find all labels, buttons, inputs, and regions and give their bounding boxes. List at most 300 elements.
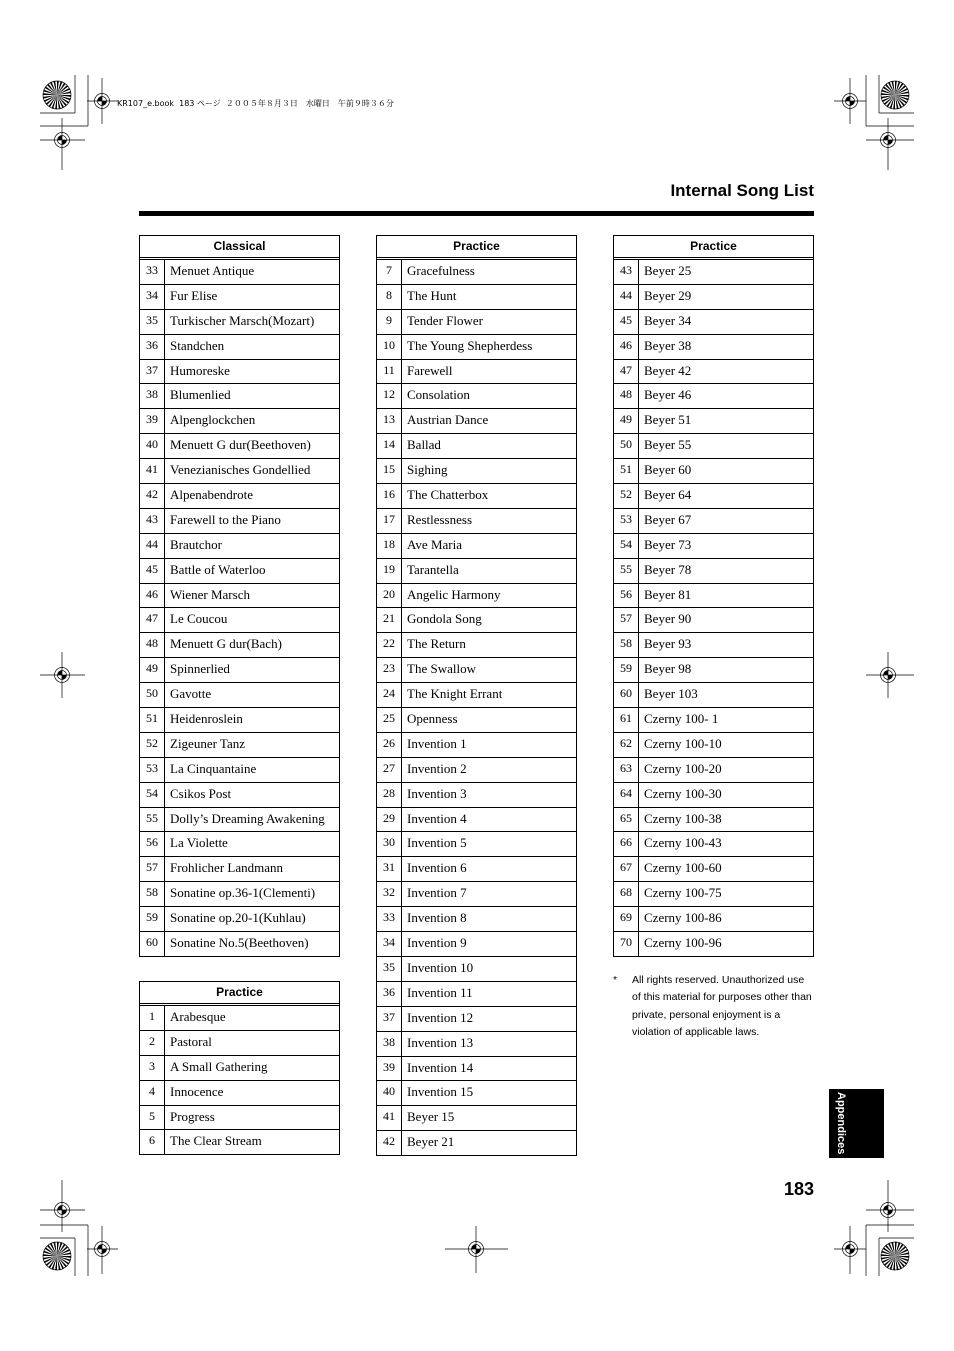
song-title: Czerny 100-10 (644, 735, 722, 751)
song-number: 21 (377, 608, 402, 632)
song-title: Czerny 100-86 (644, 910, 722, 926)
song-number: 41 (377, 1106, 402, 1130)
song-title: The Knight Errant (407, 686, 503, 702)
song-row (614, 459, 813, 484)
song-number: 3 (140, 1056, 165, 1080)
song-row (140, 1006, 339, 1031)
song-number: 70 (614, 932, 639, 956)
song-row (377, 285, 576, 310)
song-number: 45 (140, 559, 165, 583)
song-row (140, 310, 339, 335)
table-heading: Practice (377, 236, 576, 260)
song-title: Sonatine op.36-1(Clementi) (170, 885, 316, 901)
song-title: Consolation (407, 387, 470, 403)
song-row (140, 857, 339, 882)
song-title: A Small Gathering (170, 1058, 268, 1074)
song-title: Invention 2 (407, 760, 467, 776)
section-tab-label: Appendices (835, 1092, 847, 1155)
registration-crosshair-icon (834, 78, 866, 124)
song-row (614, 733, 813, 758)
song-row (140, 1081, 339, 1106)
song-title: Innocence (170, 1083, 224, 1099)
song-row (140, 608, 339, 633)
song-number: 55 (614, 559, 639, 583)
song-number: 39 (140, 409, 165, 433)
copyright-footnote (613, 972, 813, 1044)
song-row (377, 733, 576, 758)
song-title: Blumenlied (170, 387, 231, 403)
song-row (140, 932, 339, 957)
song-row (377, 932, 576, 957)
song-row (614, 584, 813, 609)
song-number: 69 (614, 907, 639, 931)
song-number: 52 (614, 484, 639, 508)
song-row (614, 857, 813, 882)
table-heading: Classical (140, 236, 339, 260)
song-number: 55 (140, 808, 165, 832)
song-title: Invention 10 (407, 959, 474, 975)
song-row (140, 434, 339, 459)
song-number: 38 (140, 384, 165, 408)
song-row (140, 360, 339, 385)
song-row (614, 484, 813, 509)
song-row (140, 683, 339, 708)
song-title: Battle of Waterloo (170, 561, 266, 577)
song-title: Restlessness (407, 511, 472, 527)
song-row (377, 633, 576, 658)
song-title: Menuett G dur(Bach) (170, 636, 282, 652)
song-title: Beyer 98 (644, 661, 692, 677)
song-number: 44 (140, 534, 165, 558)
song-row (377, 683, 576, 708)
song-row (140, 384, 339, 409)
song-number: 34 (140, 285, 165, 309)
song-number: 43 (140, 509, 165, 533)
song-title: Beyer 93 (644, 636, 692, 652)
song-title: Zigeuner Tanz (170, 735, 246, 751)
song-number: 51 (140, 708, 165, 732)
song-title: Brautchor (170, 536, 222, 552)
song-row (377, 584, 576, 609)
song-title: Beyer 78 (644, 561, 692, 577)
song-title: Czerny 100-20 (644, 760, 722, 776)
song-row (377, 360, 576, 385)
table-body (140, 1006, 339, 1155)
song-number: 4 (140, 1081, 165, 1105)
song-title: Czerny 100- 1 (644, 711, 719, 727)
song-title: Beyer 55 (644, 437, 692, 453)
song-number: 39 (377, 1057, 402, 1081)
song-number: 13 (377, 409, 402, 433)
song-number: 40 (377, 1081, 402, 1105)
song-number: 59 (614, 658, 639, 682)
star-target-icon (881, 1242, 909, 1270)
song-number: 18 (377, 534, 402, 558)
song-row (377, 534, 576, 559)
song-title: Gavotte (170, 686, 212, 702)
song-number: 68 (614, 882, 639, 906)
practice-song-table-2 (376, 235, 577, 1156)
song-title: The Chatterbox (407, 487, 489, 503)
song-number: 30 (377, 832, 402, 856)
song-row (140, 733, 339, 758)
song-number: 66 (614, 832, 639, 856)
song-row (614, 360, 813, 385)
song-title: Invention 15 (407, 1084, 474, 1100)
footnote-text (632, 972, 812, 1041)
song-number: 49 (614, 409, 639, 433)
song-number: 25 (377, 708, 402, 732)
song-row (140, 758, 339, 783)
song-title: Tarantella (407, 561, 459, 577)
song-title: Pastoral (170, 1033, 212, 1049)
song-number: 45 (614, 310, 639, 334)
registration-crosshair-icon (87, 1226, 118, 1274)
song-title: Beyer 34 (644, 312, 692, 328)
song-row (377, 260, 576, 285)
song-title: The Clear Stream (170, 1133, 262, 1149)
song-title: Venezianisches Gondellied (170, 462, 311, 478)
song-title: Ave Maria (407, 536, 462, 552)
footnote-line: violation of applicable laws. (632, 1025, 760, 1038)
song-row (140, 783, 339, 808)
song-title: Progress (170, 1108, 215, 1124)
song-row (377, 1131, 576, 1156)
song-number: 12 (377, 384, 402, 408)
page-number: 183 (783, 1179, 814, 1199)
song-title: Menuet Antique (170, 263, 255, 278)
song-title: Beyer 64 (644, 487, 692, 503)
song-title: Gondola Song (407, 611, 482, 627)
song-number: 54 (614, 534, 639, 558)
song-title: Wiener Marsch (170, 586, 250, 602)
song-row (377, 957, 576, 982)
song-title: Beyer 51 (644, 412, 692, 428)
song-number: 50 (614, 434, 639, 458)
song-title: Menuett G dur(Beethoven) (170, 437, 311, 453)
registration-crosshair-icon (87, 78, 118, 124)
star-target-icon (43, 81, 71, 109)
song-number: 29 (377, 808, 402, 832)
song-title: Humoreske (170, 362, 230, 378)
song-row (614, 658, 813, 683)
song-title: Spinnerlied (170, 661, 230, 677)
song-number: 37 (140, 360, 165, 384)
song-row (140, 484, 339, 509)
song-row (377, 459, 576, 484)
song-number: 20 (377, 584, 402, 608)
song-row (140, 907, 339, 932)
crop-mark (866, 75, 914, 126)
song-row (377, 434, 576, 459)
song-row (614, 384, 813, 409)
song-title: Beyer 21 (407, 1134, 455, 1150)
song-number: 22 (377, 633, 402, 657)
song-row (614, 758, 813, 783)
song-title: Beyer 46 (644, 387, 692, 403)
song-title: Beyer 38 (644, 337, 692, 353)
song-title: Invention 12 (407, 1009, 474, 1025)
song-row (614, 434, 813, 459)
song-title: Invention 7 (407, 885, 467, 901)
song-number: 26 (377, 733, 402, 757)
song-title: Beyer 15 (407, 1109, 455, 1125)
song-title: Tender Flower (407, 312, 483, 328)
song-title: Invention 6 (407, 860, 467, 876)
song-title: Beyer 25 (644, 263, 692, 278)
song-number: 6 (140, 1130, 165, 1154)
song-title: Czerny 100-43 (644, 835, 722, 851)
song-row (377, 832, 576, 857)
song-number: 9 (377, 310, 402, 334)
song-title: The Hunt (407, 287, 457, 303)
song-number: 28 (377, 783, 402, 807)
song-title: Invention 4 (407, 810, 467, 826)
song-title: Beyer 73 (644, 536, 692, 552)
classical-song-table (139, 235, 340, 957)
song-number: 56 (614, 584, 639, 608)
footnote-line: All rights reserved. Unauthorized use (632, 974, 805, 986)
song-row (614, 907, 813, 932)
song-title: The Swallow (407, 661, 476, 677)
song-row (614, 285, 813, 310)
table-heading: Practice (614, 236, 813, 260)
song-number: 53 (614, 509, 639, 533)
song-number: 33 (140, 260, 165, 284)
song-row (140, 808, 339, 833)
song-row (140, 335, 339, 360)
song-row (377, 1007, 576, 1032)
song-row (377, 559, 576, 584)
song-row (377, 509, 576, 534)
song-title: Angelic Harmony (407, 586, 501, 602)
song-row (140, 832, 339, 857)
song-row (614, 509, 813, 534)
song-row (140, 1130, 339, 1155)
song-row (377, 708, 576, 733)
song-row (614, 409, 813, 434)
song-title: Beyer 103 (644, 686, 698, 702)
song-row (377, 1081, 576, 1106)
song-row (614, 783, 813, 808)
song-title: Invention 14 (407, 1059, 474, 1075)
song-number: 52 (140, 733, 165, 757)
song-title: Czerny 100-96 (644, 935, 722, 951)
song-number: 2 (140, 1031, 165, 1055)
song-number: 57 (140, 857, 165, 881)
song-number: 14 (377, 434, 402, 458)
song-title: La Cinquantaine (170, 760, 257, 776)
song-number: 60 (614, 683, 639, 707)
song-number: 8 (377, 285, 402, 309)
song-number: 19 (377, 559, 402, 583)
song-number: 38 (377, 1032, 402, 1056)
song-title: Invention 9 (407, 935, 467, 951)
song-row (614, 335, 813, 360)
song-title: Alpenabendrote (170, 487, 254, 503)
song-number: 62 (614, 733, 639, 757)
song-row (377, 409, 576, 434)
song-number: 1 (140, 1006, 165, 1030)
song-row (614, 832, 813, 857)
song-title: Invention 8 (407, 910, 467, 926)
song-row (140, 633, 339, 658)
song-row (377, 1032, 576, 1057)
song-row (140, 409, 339, 434)
song-row (140, 459, 339, 484)
song-row (377, 982, 576, 1007)
song-title: The Return (407, 636, 466, 652)
table-heading: Practice (140, 982, 339, 1006)
song-number: 48 (614, 384, 639, 408)
song-title: Czerny 100-30 (644, 785, 722, 801)
song-title: Invention 11 (407, 984, 473, 1000)
song-row (614, 708, 813, 733)
song-title: La Violette (170, 835, 228, 851)
song-number: 58 (614, 633, 639, 657)
song-row (140, 559, 339, 584)
print-slug: KR107_e.book 183 ページ ２００５年８月３日 水曜日 午前９時３６分 (117, 99, 394, 108)
song-number: 56 (140, 832, 165, 856)
song-number: 47 (140, 608, 165, 632)
practice-song-table-3 (613, 235, 814, 957)
song-number: 46 (140, 584, 165, 608)
song-row (377, 658, 576, 683)
song-title: Farewell (407, 362, 453, 378)
song-row (614, 608, 813, 633)
song-number: 17 (377, 509, 402, 533)
song-row (140, 509, 339, 534)
song-title: Frohlicher Landmann (170, 860, 283, 876)
section-tab (829, 1089, 884, 1158)
song-number: 24 (377, 683, 402, 707)
song-title: Sighing (407, 462, 448, 478)
song-number: 11 (377, 360, 402, 384)
song-title: Sonatine No.5(Beethoven) (170, 935, 309, 951)
song-number: 53 (140, 758, 165, 782)
song-number: 33 (377, 907, 402, 931)
table-body (140, 260, 339, 957)
footnote-line: private, personal enjoyment is a (632, 1008, 781, 1021)
song-row (377, 310, 576, 335)
song-title: Fur Elise (170, 287, 218, 303)
song-row (377, 608, 576, 633)
song-title: Invention 3 (407, 785, 467, 801)
song-title: Beyer 67 (644, 511, 692, 527)
song-title: Le Coucou (170, 611, 228, 627)
song-number: 35 (140, 310, 165, 334)
song-row (140, 708, 339, 733)
song-number: 41 (140, 459, 165, 483)
song-title: Beyer 42 (644, 362, 692, 378)
song-number: 36 (140, 335, 165, 359)
song-row (377, 783, 576, 808)
song-row (140, 260, 339, 285)
song-row (614, 633, 813, 658)
song-row (614, 310, 813, 335)
song-row (377, 882, 576, 907)
song-row (377, 1106, 576, 1131)
song-number: 15 (377, 459, 402, 483)
song-row (377, 1057, 576, 1082)
song-number: 64 (614, 783, 639, 807)
song-title: The Young Shepherdess (407, 337, 533, 353)
song-number: 50 (140, 683, 165, 707)
song-number: 35 (377, 957, 402, 981)
title-rule (139, 211, 814, 216)
song-row (140, 1031, 339, 1056)
song-number: 32 (377, 882, 402, 906)
song-title: Beyer 29 (644, 287, 692, 303)
song-number: 65 (614, 808, 639, 832)
song-title: Turkischer Marsch(Mozart) (170, 312, 315, 328)
song-number: 54 (140, 783, 165, 807)
registration-crosshair-icon (866, 1180, 914, 1232)
song-title: Beyer 90 (644, 611, 692, 627)
song-title: Invention 5 (407, 835, 467, 851)
song-row (377, 907, 576, 932)
star-target-icon (43, 1242, 71, 1270)
song-title: Csikos Post (170, 785, 232, 801)
song-row (377, 758, 576, 783)
song-row (377, 335, 576, 360)
song-row (614, 683, 813, 708)
song-row (140, 658, 339, 683)
song-row (377, 857, 576, 882)
song-title: Farewell to the Piano (170, 511, 281, 527)
song-title: Heidenroslein (170, 711, 243, 727)
star-target-icon (881, 81, 909, 109)
song-number: 34 (377, 932, 402, 956)
song-row (140, 285, 339, 310)
song-number: 23 (377, 658, 402, 682)
song-row (614, 534, 813, 559)
song-title: Czerny 100-38 (644, 810, 722, 826)
registration-crosshair-icon (866, 652, 914, 698)
song-row (614, 882, 813, 907)
song-row (614, 559, 813, 584)
song-row (614, 260, 813, 285)
song-row (377, 808, 576, 833)
song-row (140, 1056, 339, 1081)
song-number: 40 (140, 434, 165, 458)
song-row (377, 384, 576, 409)
song-number: 58 (140, 882, 165, 906)
song-title: Czerny 100-75 (644, 885, 722, 901)
song-number: 27 (377, 758, 402, 782)
footnote-marker: * (613, 974, 618, 986)
registration-crosshair-icon (40, 1180, 85, 1232)
song-number: 47 (614, 360, 639, 384)
song-number: 57 (614, 608, 639, 632)
song-number: 7 (377, 260, 402, 284)
song-row (614, 932, 813, 957)
song-title: Austrian Dance (407, 412, 489, 428)
song-title: Ballad (407, 437, 441, 453)
song-row (140, 882, 339, 907)
song-number: 37 (377, 1007, 402, 1031)
song-title: Standchen (170, 337, 225, 353)
song-row (377, 484, 576, 509)
practice-song-table-1 (139, 981, 340, 1155)
song-number: 67 (614, 857, 639, 881)
song-number: 16 (377, 484, 402, 508)
song-number: 48 (140, 633, 165, 657)
song-row (614, 808, 813, 833)
song-title: Sonatine op.20-1(Kuhlau) (170, 910, 306, 926)
registration-crosshair-icon (834, 1226, 866, 1274)
song-title: Czerny 100-60 (644, 860, 722, 876)
